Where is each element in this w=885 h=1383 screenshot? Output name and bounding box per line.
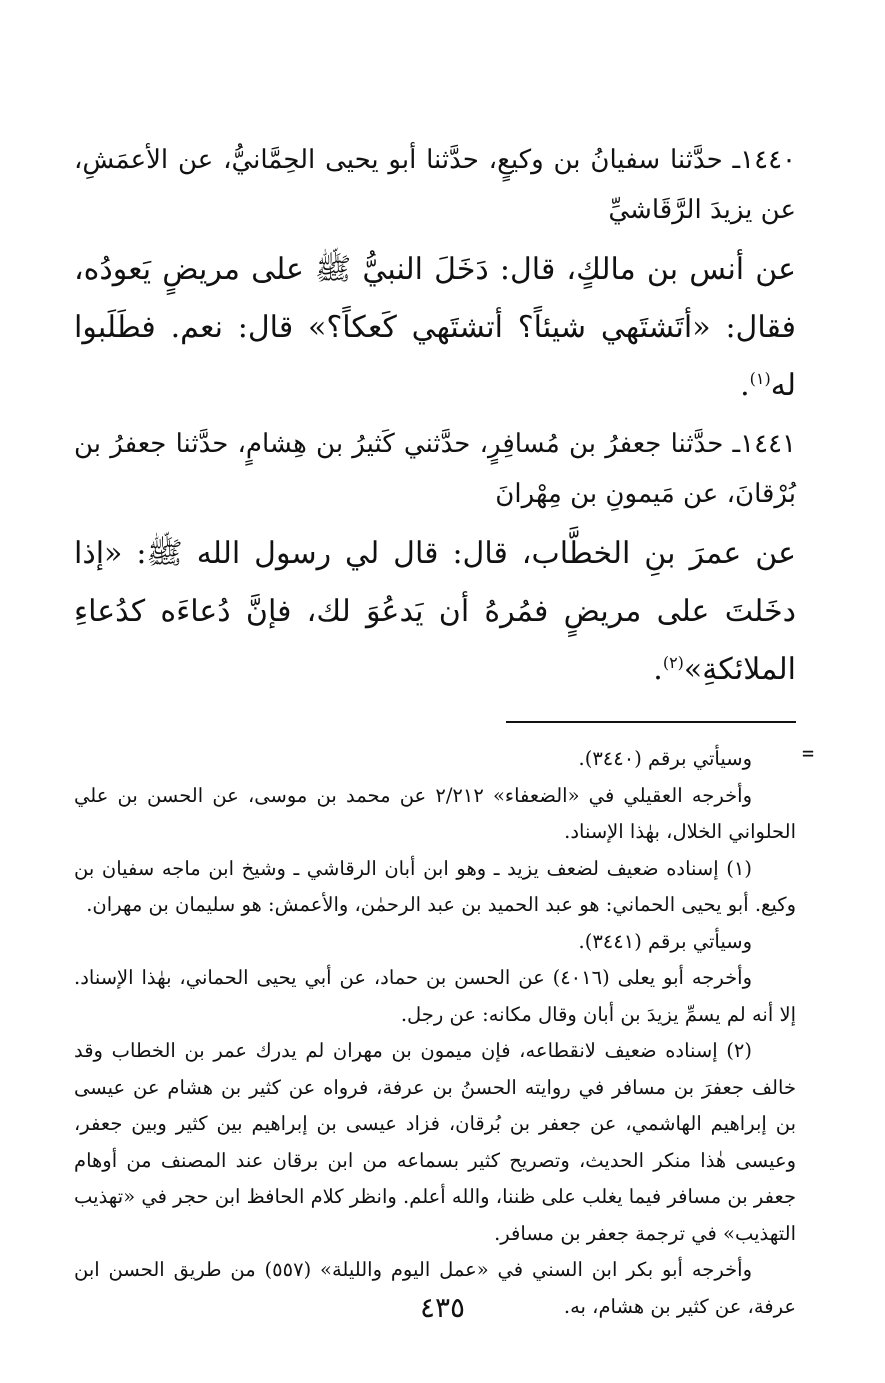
- footnote-ref-1: (١): [749, 369, 771, 388]
- hadith-1440-end: .: [740, 368, 750, 403]
- footnote-2: (٢) إسناده ضعيف لانقطاعه، فإن ميمون بن مهران لم يدرك عمر بن الخطاب وقد خالف جعفرَ بن مسافر في روايته الحسنُ بن عرفة، فرواه عن كثير بن هشام عن عيسى بن إبراهيم الهاشمي، عن جعفر بن بُرقان، فزاد عيسى بن إبراهيم بين كثير وبين جعفر، وعيسى هٰذا منكر الحديث، وتصريح كثير بسماعه من ابن برقان عند المصنف من أوهام جعفر بن مسافر فيما يغلب على ظننا، والله أعلم. وانظر كلام الحافظ ابن حجر في «تهذيب التهذيب» في ترجمة جعفر بن مسافر.: [74, 1039, 796, 1245]
- footnote-separator: [506, 721, 796, 723]
- hadith-1440-matn: عن أنس بن مالكٍ، قال: دَخَلَ النبيُّ ﷺ على مريضٍ يَعودُه، فقال: «أتَشتَهي شيئاً؟ أتشتَهي كَعكاً؟» قال: نعم. فطَلَبوا له: [74, 252, 796, 403]
- footnote-line: وسيأتي برقم (٣٤٤٠).: [578, 747, 752, 770]
- footnote-line: وأخرجه أبو يعلى (٤٠١٦) عن الحسن بن حماد، عن أبي يحيى الحماني، بهٰذا الإسناد. إلا أنه لم يسمِّ يزيدَ بن أبان وقال مكانه: عن رجل.: [74, 966, 796, 1026]
- hadith-1441-matn: عن عمرَ بنِ الخطَّاب، قال: قال لي رسول الله ﷺ: «إذا دخَلتَ على مريضٍ فمُرهُ أن يَدعُوَ لك، فإنَّ دُعاءَه كدُعاءِ الملائكةِ»: [74, 536, 796, 687]
- footnote-line: وأخرجه أبو بكر ابن السني في «عمل اليوم والليلة» (٥٥٧) من طريق الحسن ابن عرفة، عن كثير بن هشام، به.: [74, 1258, 796, 1318]
- hadith-1441-chain: ١٤٤١ـ حدَّثنا جعفرُ بن مُسافِرٍ، حدَّثني كَثيرُ بن هِشامٍ، حدَّثنا جعفرُ بن بُرْقانَ، عن مَيمونِ بن مِهْرانَ: [74, 429, 796, 509]
- footnote-ref-2: (٢): [662, 653, 684, 672]
- hadith-1441-text: [74, 525, 796, 699]
- hadith-1440-chain: ١٤٤٠ـ حدَّثنا سفيانُ بن وكيعٍ، حدَّثنا أبو يحيى الحِمَّانيُّ، عن الأعمَشِ، عن يزيدَ الرَّقَاشيِّ: [74, 145, 796, 225]
- footnotes: [74, 741, 814, 1325]
- footnote-1: (١) إسناده ضعيف لضعف يزيد ـ وهو ابن أبان الرقاشي ـ وشيخ ابن ماجه سفيان بن وكيع. أبو يحيى الحماني: هو عبد الحميد بن عبد الرحمٰن، والأعمش: هو سليمان بن مهران.: [74, 856, 796, 916]
- footnote-line: وأخرجه العقيلي في «الضعفاء» ٢/٢١٢ عن محمد بن موسى، عن الحسن بن علي الحلواني الخلال، بهٰذا الإسناد.: [74, 783, 796, 843]
- hadith-1441-end: .: [653, 652, 663, 687]
- page-number: ٤٣٥: [419, 1291, 466, 1324]
- page-body: [74, 135, 814, 1325]
- hadith-1440-text: [74, 241, 796, 415]
- continuation-mark: =: [801, 741, 814, 765]
- footnote-line: وسيأتي برقم (٣٤٤١).: [578, 929, 752, 953]
